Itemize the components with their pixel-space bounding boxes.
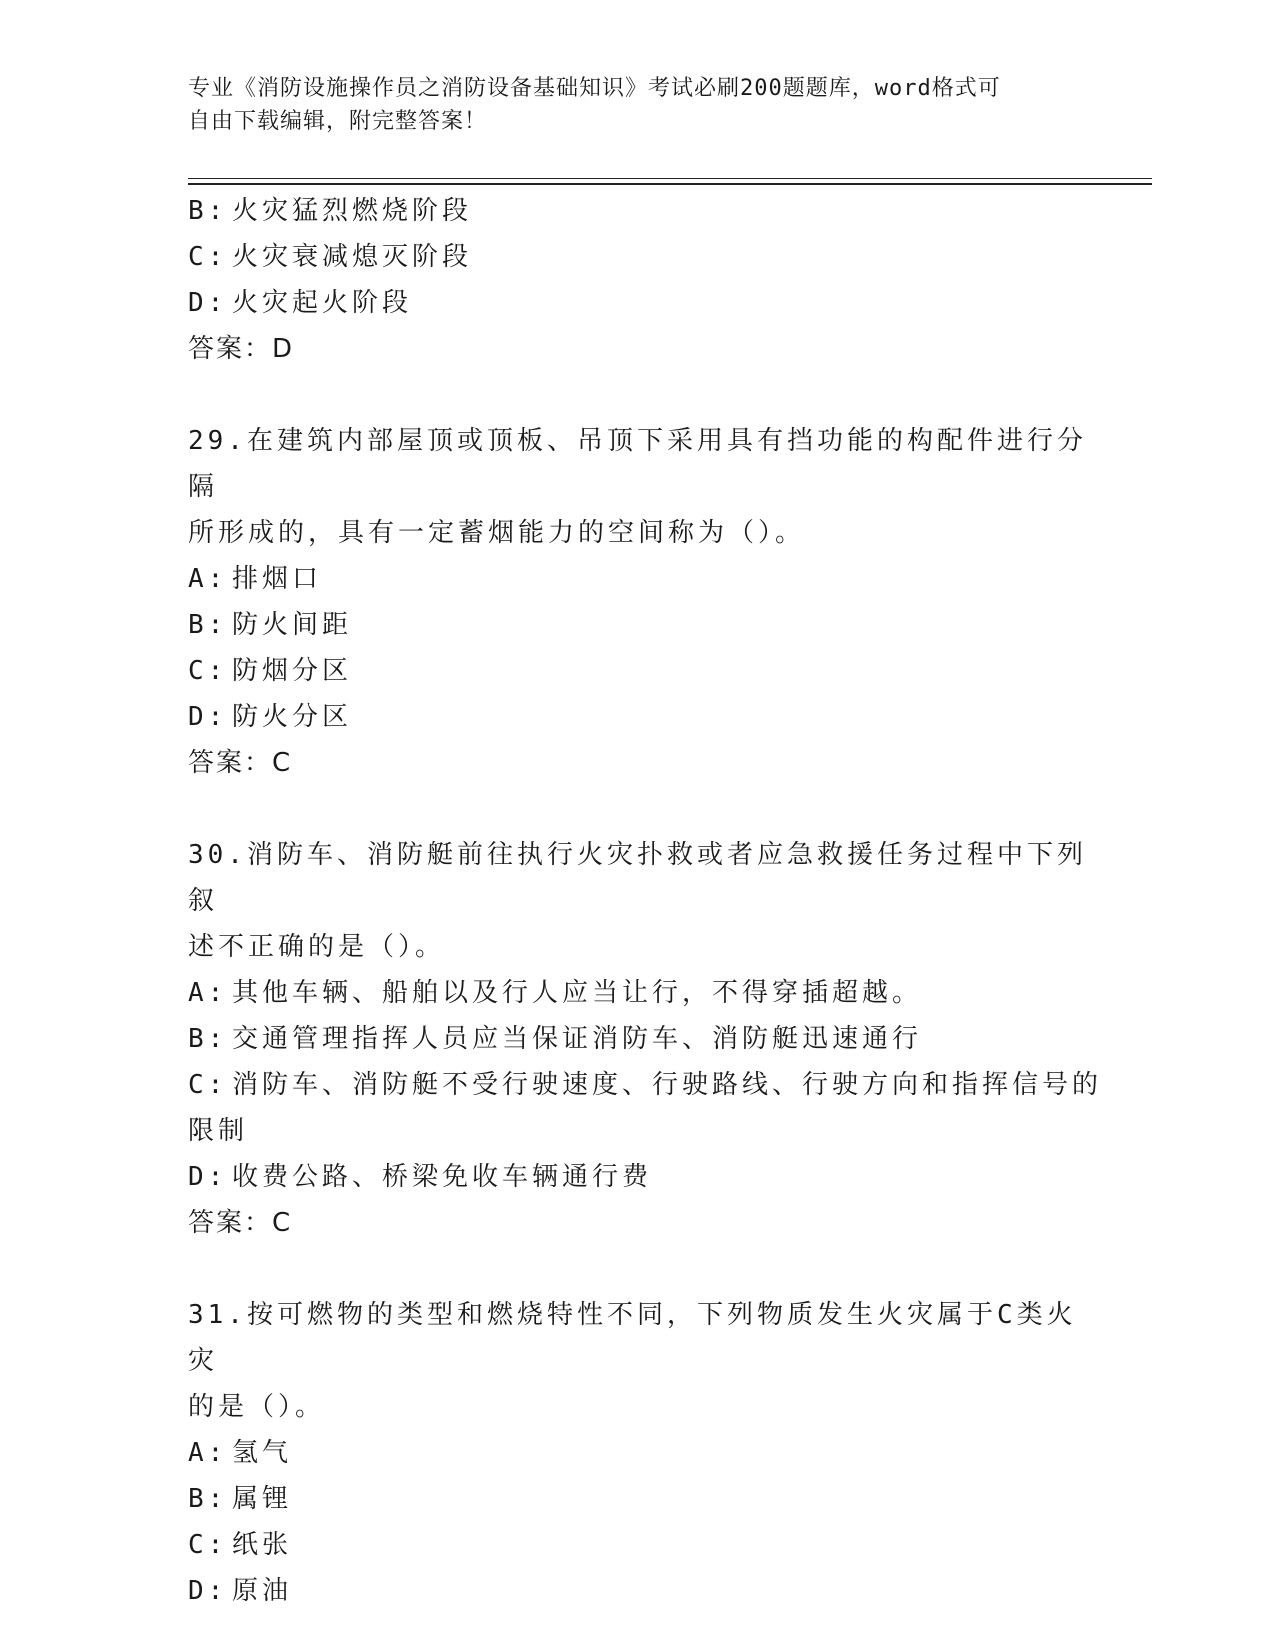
header-line-2: 自由下载编辑，附完整答案！ <box>188 109 488 134</box>
option-text: 其他车辆、船舶以及行人应当让行，不得穿插超越。 <box>232 978 923 1008</box>
option-letter: B: <box>188 610 228 640</box>
option-c <box>188 234 1088 280</box>
option-letter: D: <box>188 1576 228 1606</box>
option-text: 火灾衰减熄灭阶段 <box>232 242 473 272</box>
document-header <box>188 72 1088 138</box>
option-text: 属锂 <box>232 1484 293 1514</box>
option-c <box>188 1062 1103 1108</box>
option-letter: C: <box>188 242 228 272</box>
option-letter: A: <box>188 1438 228 1468</box>
answer-line: 答案：C <box>188 748 293 778</box>
option-b <box>188 1016 1088 1062</box>
option-letter: C: <box>188 656 228 686</box>
option-letter: B: <box>188 1024 228 1054</box>
spacer <box>188 372 1088 418</box>
option-text: 收费公路、桥梁免收车辆通行费 <box>232 1162 653 1192</box>
option-text: 原油 <box>232 1576 293 1606</box>
option-b <box>188 602 1088 648</box>
option-text: 火灾猛烈燃烧阶段 <box>232 196 473 226</box>
option-a <box>188 970 1088 1016</box>
option-letter: A: <box>188 564 228 594</box>
question-stem-line-1: 31.按可燃物的类型和燃烧特性不同，下列物质发生火灾属于C类火灾 <box>188 1300 1077 1376</box>
option-text: 防火分区 <box>232 702 353 732</box>
option-c-continuation: 限制 <box>188 1116 249 1146</box>
spacer <box>188 786 1088 832</box>
option-a <box>188 556 1088 602</box>
option-text: 氢气 <box>232 1438 293 1468</box>
option-b <box>188 1476 1088 1522</box>
option-letter: D: <box>188 1162 228 1192</box>
option-text: 防火间距 <box>232 610 353 640</box>
option-d <box>188 1568 1088 1614</box>
option-d <box>188 1154 1088 1200</box>
option-text: 交通管理指挥人员应当保证消防车、消防艇迅速通行 <box>232 1024 923 1054</box>
option-letter: C: <box>188 1530 228 1560</box>
option-letter: B: <box>188 1484 228 1514</box>
answer-line: 答案：D <box>188 334 295 364</box>
question-stem-line-2: 述不正确的是（）。 <box>188 932 446 962</box>
question-31 <box>188 1292 1088 1614</box>
option-a <box>188 1430 1088 1476</box>
spacer <box>188 1246 1088 1292</box>
option-text: 消防车、消防艇不受行驶速度、行驶路线、行驶方向和指挥信号的 <box>232 1070 1103 1100</box>
header-divider-thick <box>188 183 1152 185</box>
option-d <box>188 694 1088 740</box>
question-stem-line-2: 所形成的，具有一定蓄烟能力的空间称为（）。 <box>188 518 806 548</box>
option-letter: D: <box>188 288 228 318</box>
option-letter: A: <box>188 978 228 1008</box>
option-c <box>188 1522 1088 1568</box>
question-stem-line-2: 的是（）。 <box>188 1392 326 1422</box>
document-body <box>188 188 1103 1614</box>
header-line-1: 专业《消防设施操作员之消防设备基础知识》考试必刷200题题库，word格式可 <box>188 76 1001 101</box>
option-text: 火灾起火阶段 <box>232 288 413 318</box>
option-d <box>188 280 1088 326</box>
option-b <box>188 188 1088 234</box>
question-28-continuation <box>188 188 1088 372</box>
option-text: 排烟口 <box>232 564 323 594</box>
option-letter: D: <box>188 702 228 732</box>
option-text: 防烟分区 <box>232 656 353 686</box>
option-c <box>188 648 1088 694</box>
option-text: 纸张 <box>232 1530 293 1560</box>
option-letter: C: <box>188 1070 228 1100</box>
question-29 <box>188 418 1088 786</box>
question-30 <box>188 832 1103 1246</box>
option-letter: B: <box>188 196 228 226</box>
question-stem-line-1: 30.消防车、消防艇前往执行火灾扑救或者应急救援任务过程中下列叙 <box>188 840 1087 916</box>
question-stem-line-1: 29.在建筑内部屋顶或顶板、吊顶下采用具有挡功能的构配件进行分隔 <box>188 426 1087 502</box>
answer-line: 答案：C <box>188 1208 293 1238</box>
header-divider-thin <box>188 178 1152 179</box>
